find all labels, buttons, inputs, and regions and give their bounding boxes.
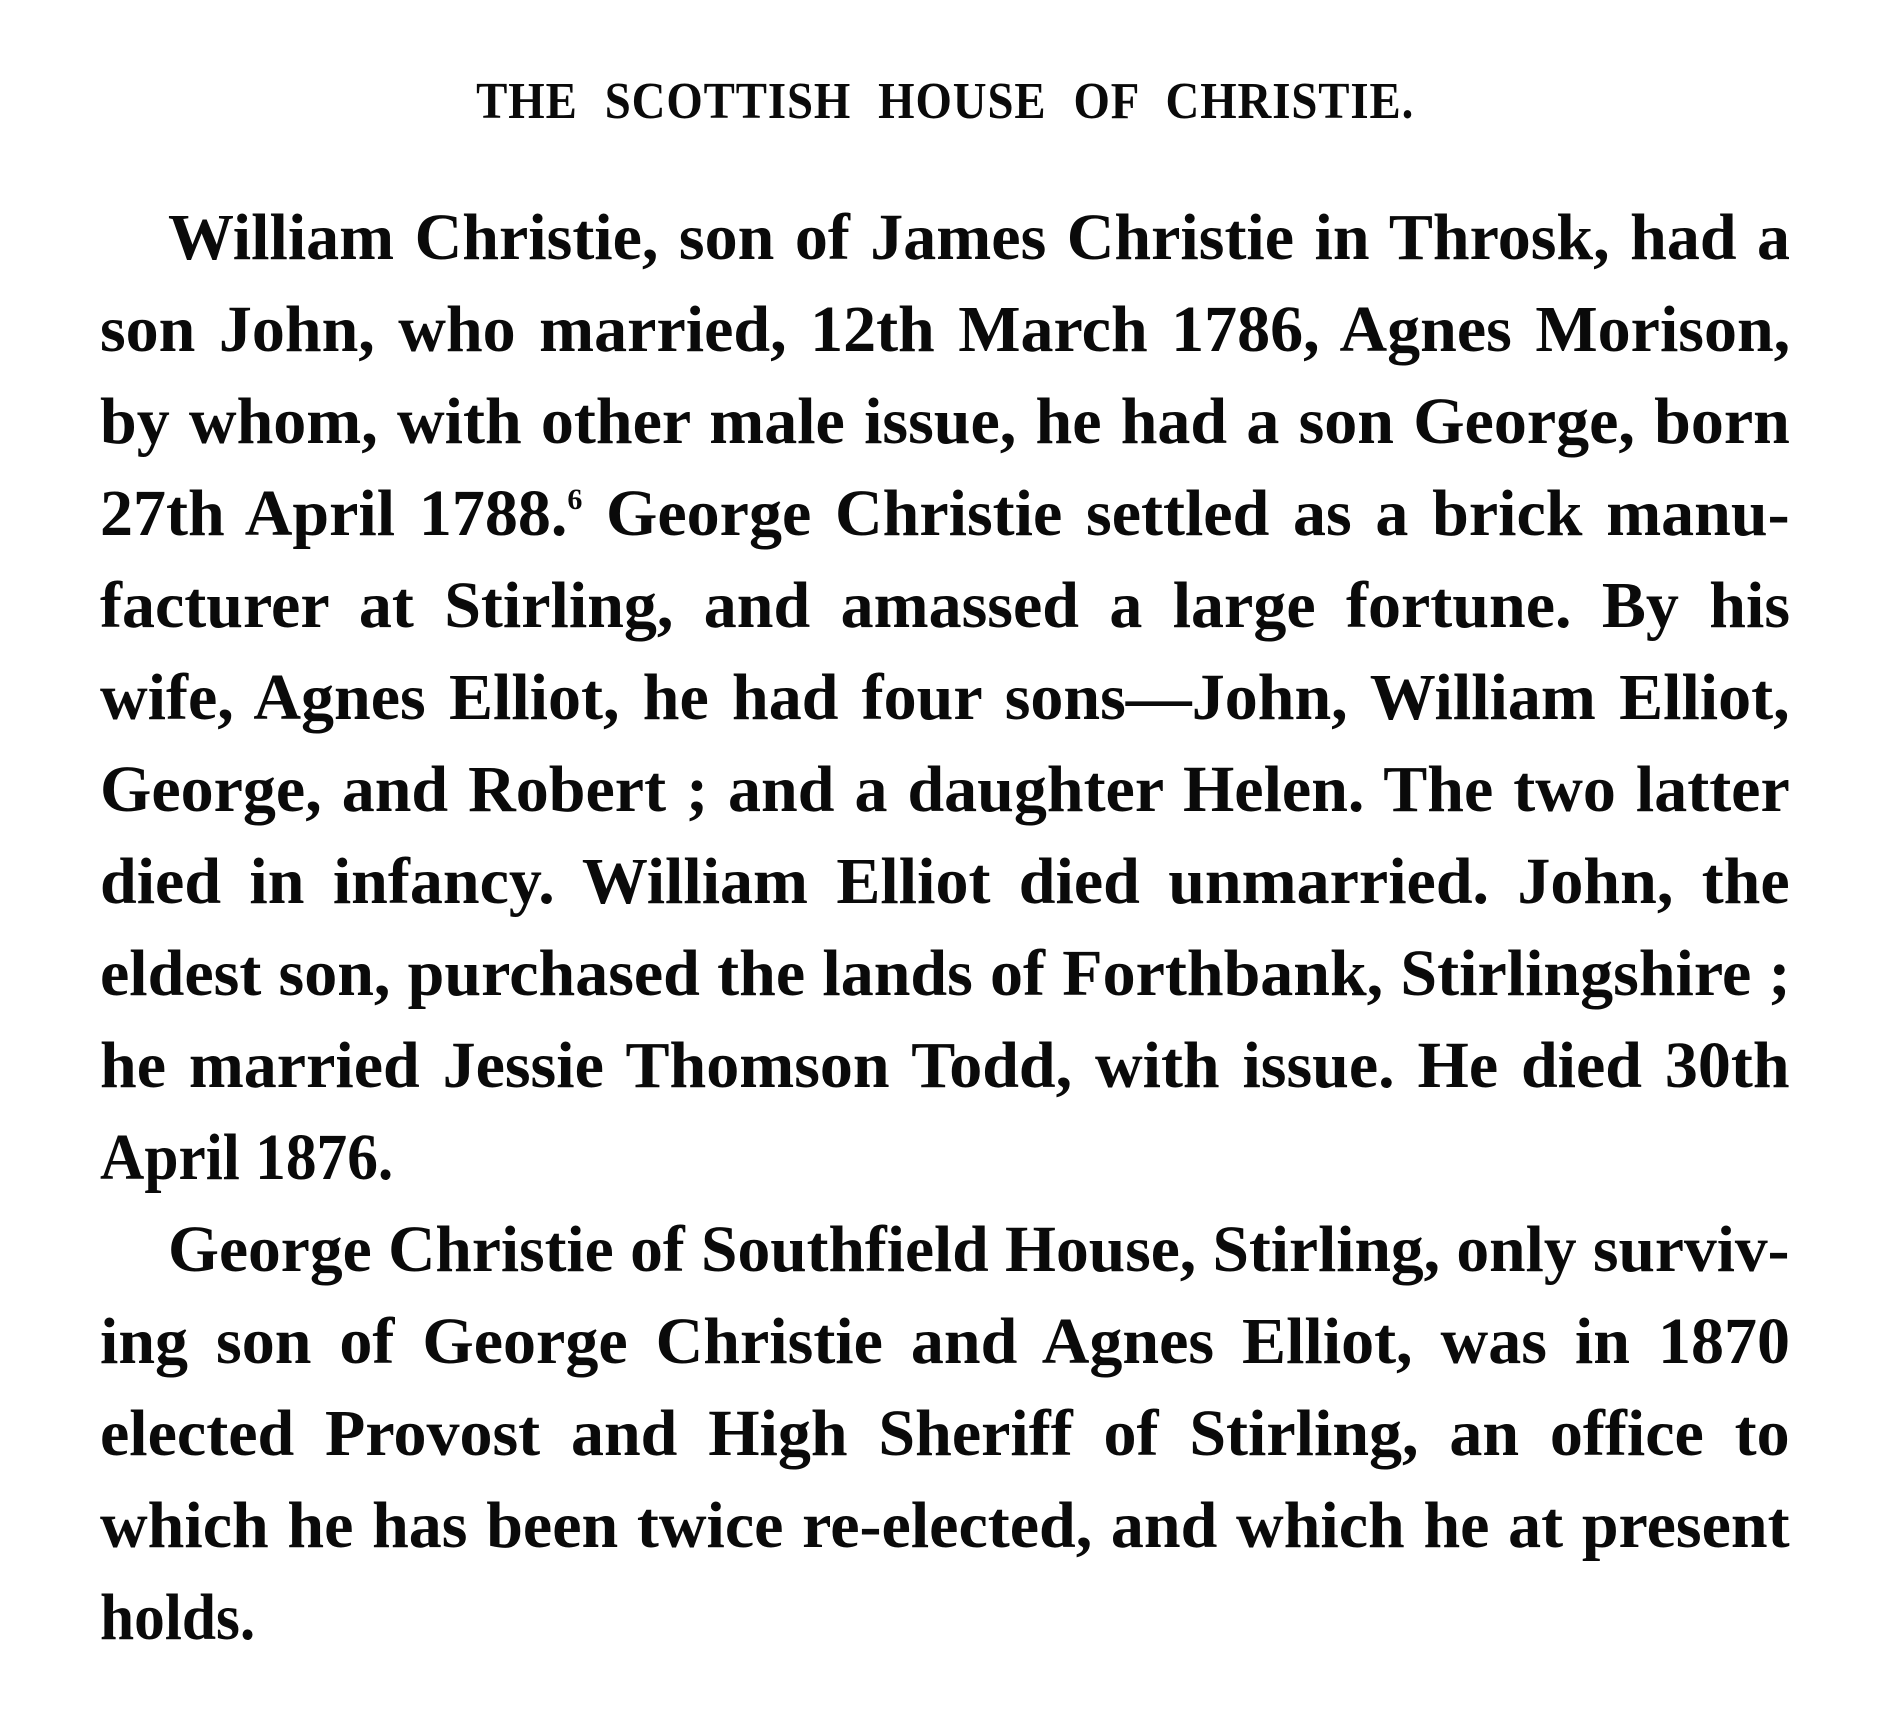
text-line: son John, who married, 12th March 1786, Agnes Morison, <box>100 293 1791 366</box>
text-line: 27th April 1788.$^6$ George Christie settled as a brick manu- <box>100 477 1790 550</box>
text-line: wife, Agnes Elliot, he had four sons—John, William Elliot, <box>100 661 1790 734</box>
text-line: George Christie of Southfield House, Stirling, only surviv- <box>168 1213 1790 1286</box>
footnote-marker: 6 <box>567 483 583 516</box>
text-line: ing son of George Christie and Agnes Elliot, was in 1870 <box>100 1305 1790 1378</box>
text-line: facturer at Stirling, and amassed a large fortune. By his <box>100 569 1791 642</box>
text-line: April 1876. <box>100 1121 394 1194</box>
text-line: he married Jessie Thomson Todd, with issue. He died 30th <box>100 1029 1790 1102</box>
running-head-text: THE SCOTTISH HOUSE OF CHRISTIE. <box>475 73 1414 130</box>
text-line: which he has been twice re-elected, and which he at present <box>100 1489 1790 1562</box>
text-line: holds. <box>100 1581 256 1654</box>
text-line: by whom, with other male issue, he had a son George, born <box>100 385 1790 458</box>
running-head <box>0 72 1890 132</box>
text-line: elected Provost and High Sheriff of Stirling, an office to <box>100 1397 1790 1470</box>
text-line: William Christie, son of James Christie in Throsk, had a <box>168 201 1791 274</box>
text-line: George, and Robert ; and a daughter Helen. The two latter <box>100 753 1790 826</box>
text-line: died in infancy. William Elliot died unmarried. John, the <box>100 845 1790 918</box>
text-line: eldest son, purchased the lands of Forthbank, Stirlingshire ; <box>100 937 1791 1010</box>
